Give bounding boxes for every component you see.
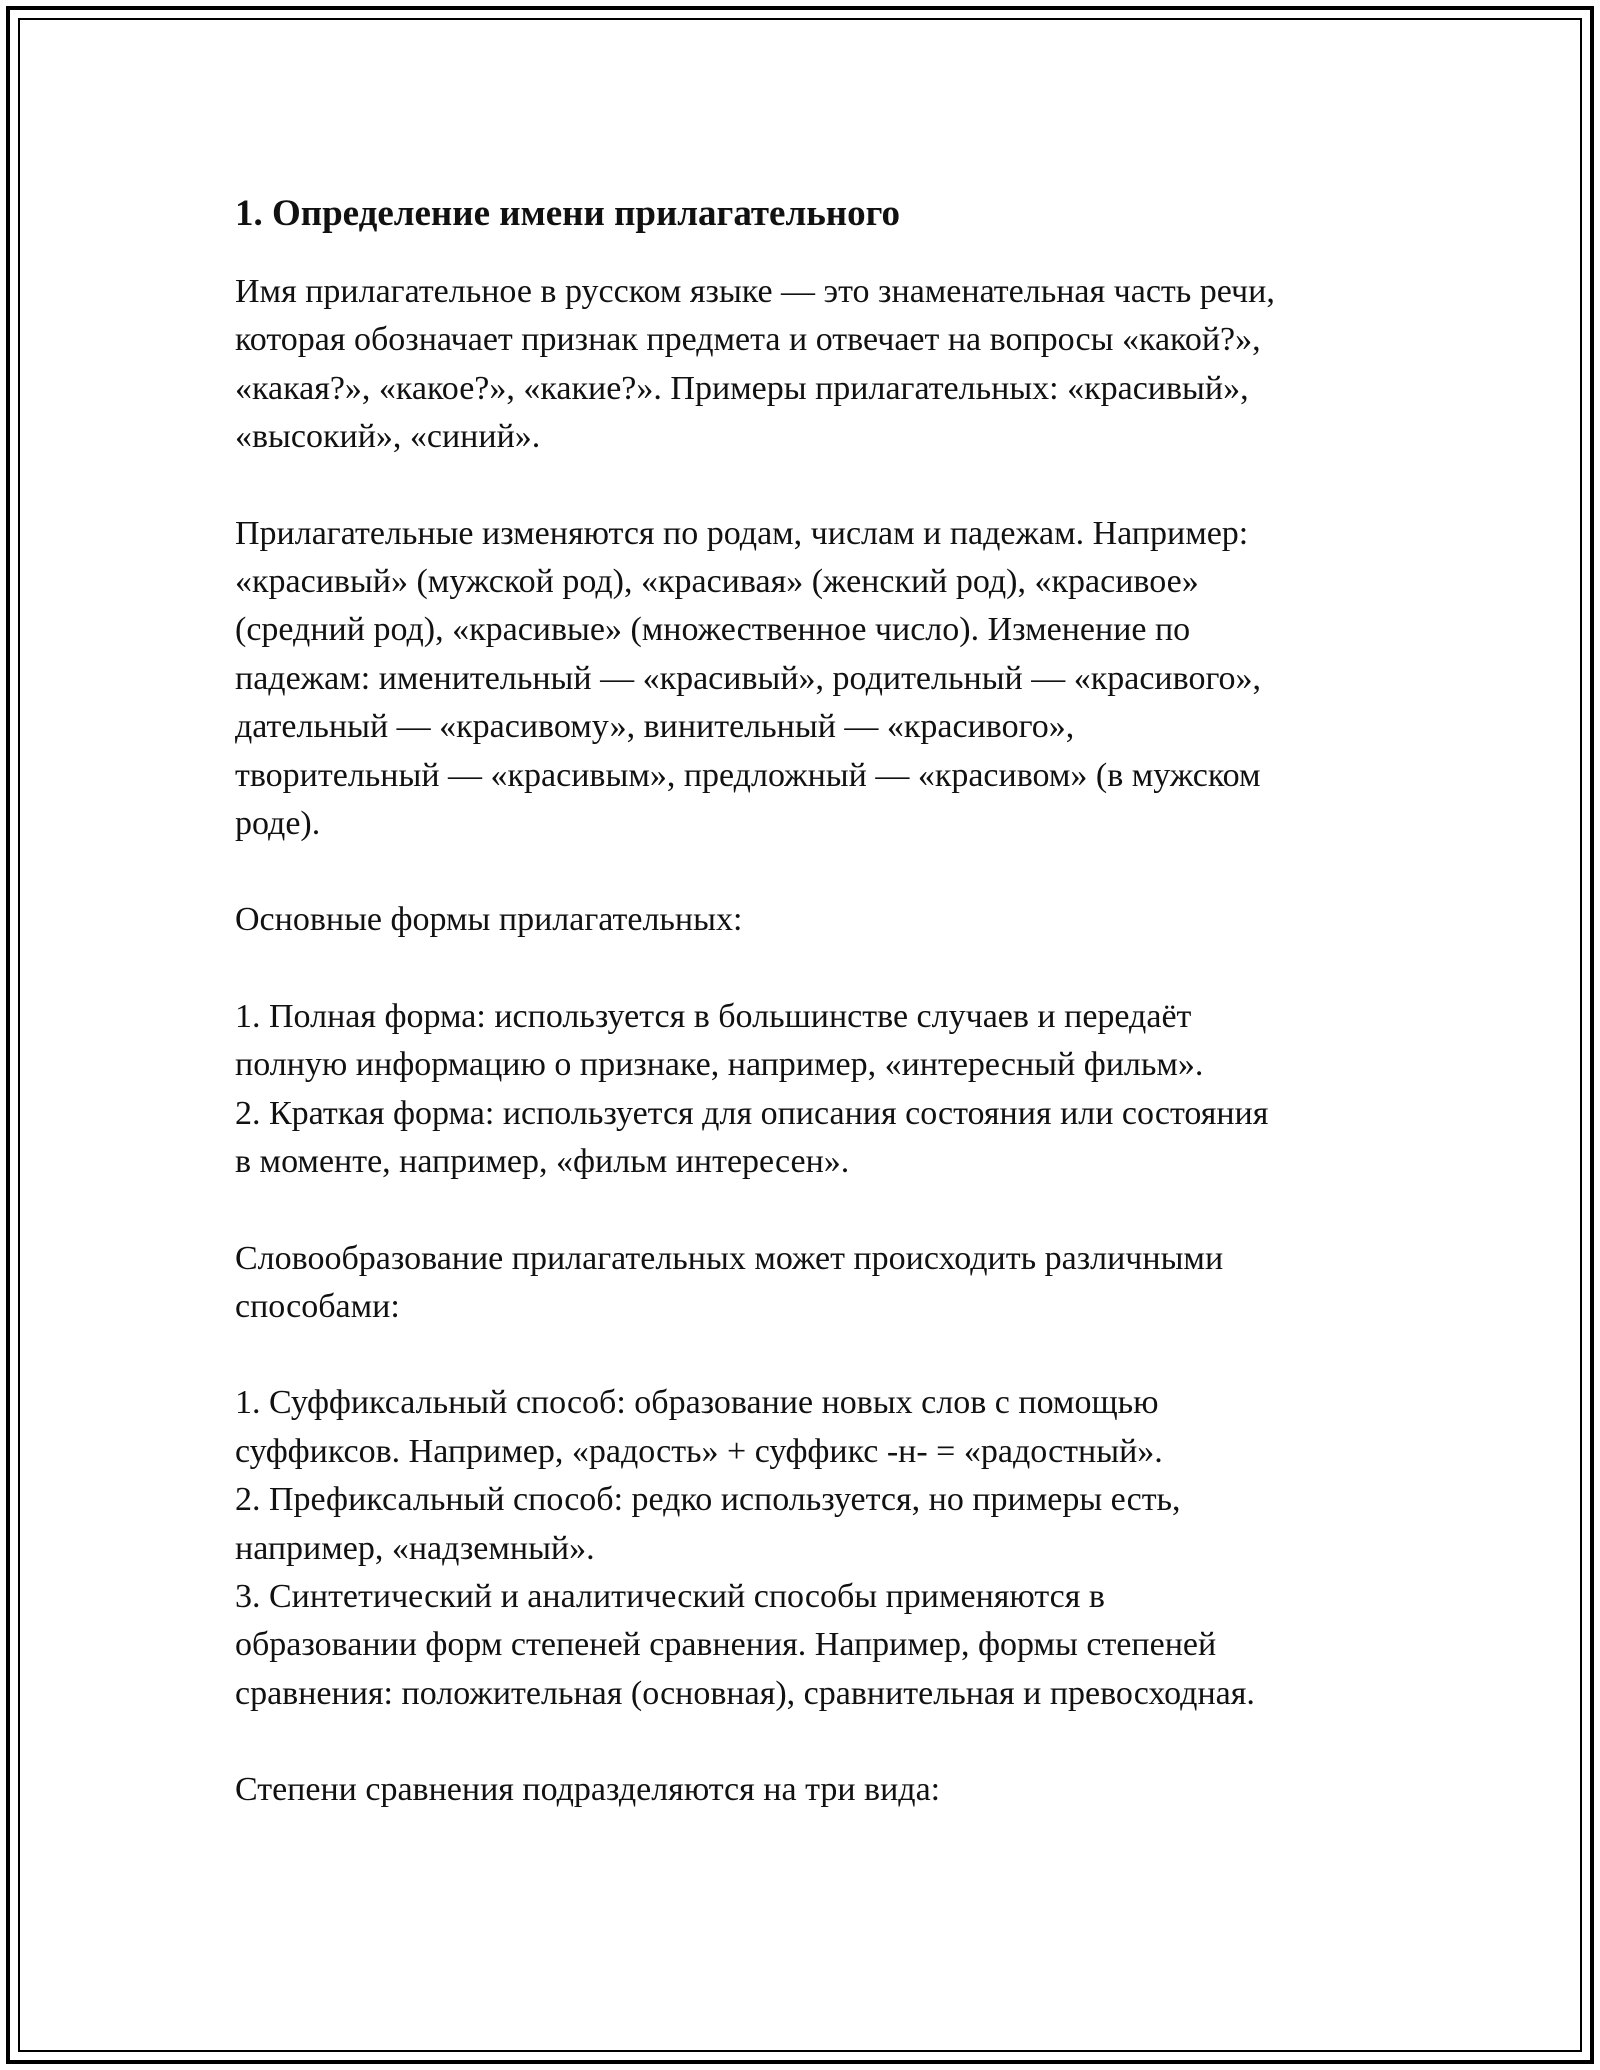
section-heading: 1. Определение имени прилагательного: [235, 193, 901, 234]
list-item: 2. Краткая форма: используется для описания состояния или состояния в моменте, например, «фильм интересен».: [235, 1094, 1269, 1181]
paragraph-definition: Имя прилагательное в русском языке — это знаменательная часть речи, которая обозначает признак предмета и отвечает на вопросы «какой?», «какая?», «какое?», «какие?». Примеры прилагательных: «красивый», «высокий», «синий».: [235, 273, 1275, 456]
list-item: 1. Полная форма: используется в большинстве случаев и передаёт полную информацию о признаке, например, «интересный фильм».: [235, 997, 1204, 1084]
paragraph-declension: Прилагательные изменяются по родам, числам и падежам. Например: «красивый» (мужской род), «красивая» (женский род), «красивое» (средний род), «красивые» (множественное число). Изменение по падежам: именительный — «красивый», родительный — «красивого», дательный — «красивому», винительный — «красивого», творительный — «красивым», предложный — «красивом» (в мужском роде).: [235, 514, 1262, 843]
paragraph-comparison-degrees: Степени сравнения подразделяются на три вида:: [235, 1771, 941, 1809]
paragraph-word-formation: Словообразование прилагательных может происходить различными способами:: [235, 1239, 1224, 1325]
paragraph-forms-intro: Основные формы прилагательных:: [235, 901, 743, 939]
list-item: 1. Суффиксальный способ: образование новых слов с помощью суффиксов. Например, «радость» + суффикс -н- = «радостный».: [235, 1384, 1163, 1470]
methods-list: [235, 1379, 1385, 1718]
forms-list: [235, 993, 1385, 1187]
list-item: 2. Префиксальный способ: редко используется, но примеры есть, например, «надземный».: [235, 1481, 1181, 1567]
list-item: 3. Синтетический и аналитический способы применяются в образовании форм степеней сравнения. Например, формы степеней сравнения: положительная (основная), сравнительная и превосходная.: [235, 1577, 1255, 1712]
document-body: [235, 186, 1385, 1863]
